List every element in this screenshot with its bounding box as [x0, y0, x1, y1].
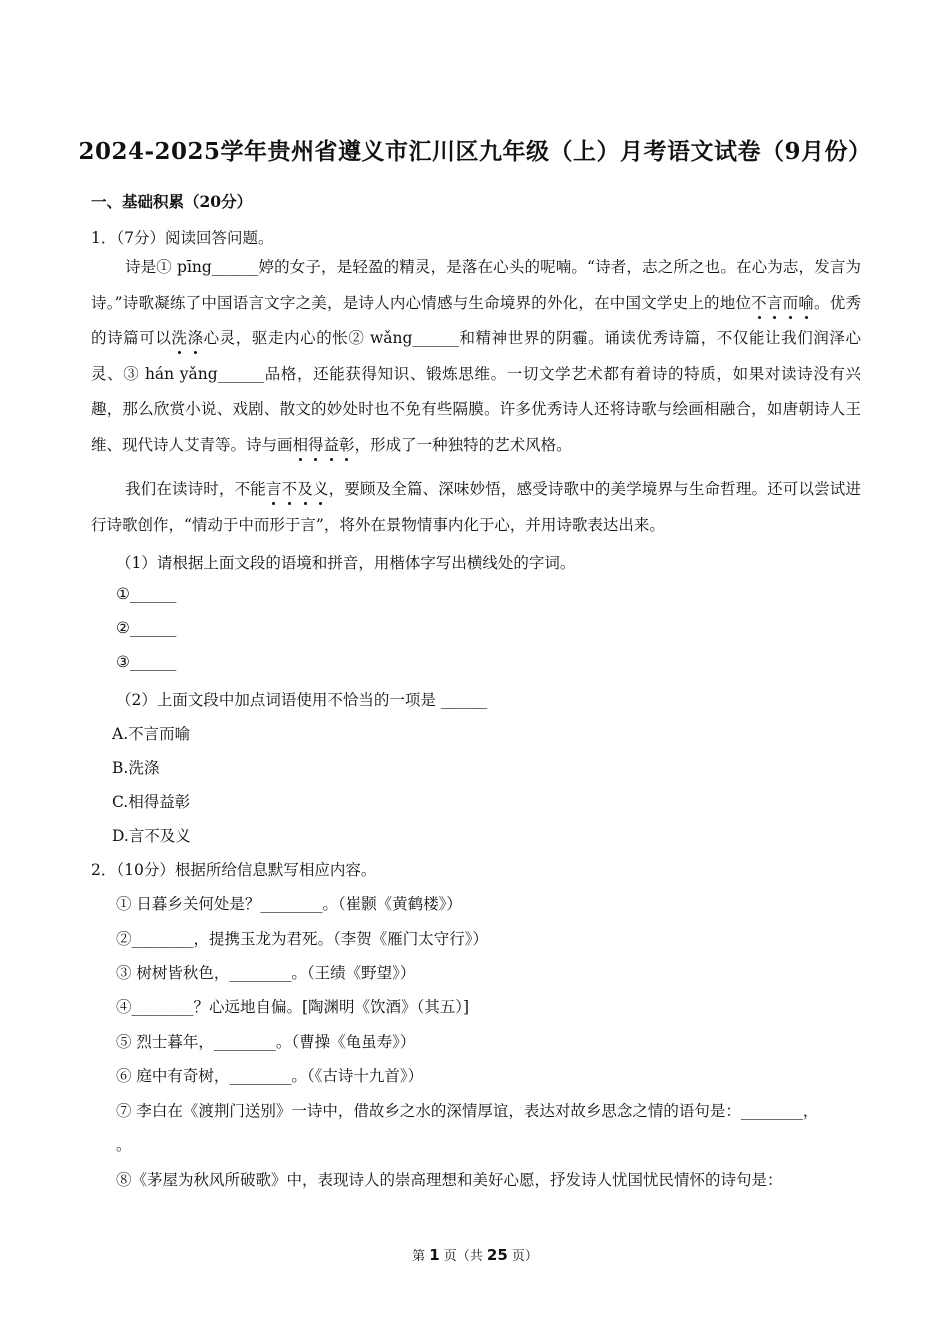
question-2-header: 2．（10分）根据所给信息默写相应内容。: [91, 861, 377, 879]
answer-blank: ①______: [116, 585, 177, 603]
dotted-char: 益: [323, 435, 340, 454]
dotted-char: 言: [265, 480, 282, 498]
dotted-char: 彰: [339, 435, 355, 454]
recitation-item: 。: [116, 1136, 132, 1154]
footer-text: 第: [412, 1249, 430, 1264]
answer-blank: ②______: [116, 619, 177, 637]
option-b: B.洗涤: [112, 759, 160, 777]
paragraph-text: 诗是① pīng______婷的女子，是轻盈的精灵，是落在心头的呢喃。“诗者，志之所之也。在心为志，发言为诗。”诗歌凝练了中国语言文字之美，是诗人内心情感与生命境界的外化，在中国文学史上的地位: [91, 258, 861, 312]
paragraph-text: ，形成了一种独特的艺术风格。: [354, 435, 572, 454]
dotted-char: 洗: [171, 329, 188, 347]
dotted-char: 义: [312, 480, 329, 498]
paragraph-text: 心灵，驱走内心的怅② wǎng______和精神世界的阴霾。诵读优秀诗篇，不仅能让我们润泽心灵、③ hán yǎng______品格，还能获得知识、锻炼思维。一切文学艺术都有着诗的特质，如果对读诗没有兴趣，那么欣赏小说、戏剧、散文的妙处时也不免有些隔膜。许多优秀诗人还将诗歌与绘画相融合，如唐朝诗人王维、现代诗人艾青等。诗与画: [91, 329, 861, 454]
footer-text: 页（共: [439, 1249, 487, 1264]
dotted-char: 喻: [798, 293, 815, 312]
option-a: A.不言而喻: [112, 725, 191, 743]
page-number: 1: [429, 1246, 440, 1264]
section-heading: 一、基础积累（20分）: [91, 192, 253, 211]
option-c: C.相得益彰: [112, 793, 191, 811]
question-1-header: 1．（7分）阅读回答问题。: [91, 229, 274, 247]
sub-question-2: （2）上面文段中加点词语使用不恰当的一项是 ______: [116, 691, 488, 709]
dotted-char: 不: [281, 480, 298, 498]
dotted-char: 言: [766, 293, 783, 312]
paragraph-text: ，要顾及全篇、深味妙悟，感受诗歌中的美学境界与生命哲理。还可以尝试进行诗歌创作，“情动于中而形于言”，将外在景物情事内化于心，并用诗歌表达出来。: [91, 480, 861, 534]
sub-question-1: （1）请根据上面文段的语境和拼音，用楷体字写出横线处的字词。: [116, 554, 576, 572]
option-d: D.言不及义: [112, 827, 191, 845]
dotted-char: 及: [297, 480, 313, 498]
footer-text: 页）: [507, 1249, 538, 1264]
recitation-item: ⑦ 李白在《渡荆门送别》一诗中，借故乡之水的深情厚谊，表达对故乡思念之情的语句是：________，: [116, 1102, 819, 1120]
dotted-char: 涤: [187, 329, 204, 347]
total-pages: 25: [486, 1246, 508, 1264]
dotted-char: 而: [782, 293, 799, 312]
reading-paragraph-2: [91, 472, 861, 543]
recitation-item: ⑥ 庭中有奇树，________。（《古诗十九首》）: [116, 1067, 424, 1085]
recitation-item: ⑧《茅屋为秋风所破歌》中，表现诗人的崇高理想和美好心愿，抒发诗人忧国忧民情怀的诗句是：: [116, 1171, 783, 1189]
recitation-item: ③ 树树皆秋色，________。（王绩《野望》）: [116, 964, 416, 982]
reading-paragraph-1: [91, 250, 861, 463]
dotted-char: 相: [292, 435, 309, 454]
dotted-char: 不: [751, 293, 767, 312]
answer-blank: ③______: [116, 653, 177, 671]
recitation-item: ④________？心远地自偏。[陶渊明《饮酒》（其五）]: [116, 998, 470, 1016]
page-title: 2024-2025学年贵州省遵义市汇川区九年级（上）月考语文试卷（9月份）: [78, 138, 872, 165]
recitation-item: ⑤ 烈士暮年，________。（曹操《龟虽寿》）: [116, 1033, 416, 1051]
page-footer: [0, 1245, 950, 1264]
paragraph-text: 我们在读诗时，不能: [125, 480, 266, 498]
recitation-item: ②________，提携玉龙为君死。（李贺《雁门太守行》）: [116, 930, 489, 948]
paragraph-text: 。优秀的诗篇可以: [91, 293, 861, 347]
recitation-item: ① 日暮乡关何处是？________。（崔颢《黄鹤楼》）: [116, 895, 462, 913]
dotted-char: 得: [308, 435, 324, 454]
